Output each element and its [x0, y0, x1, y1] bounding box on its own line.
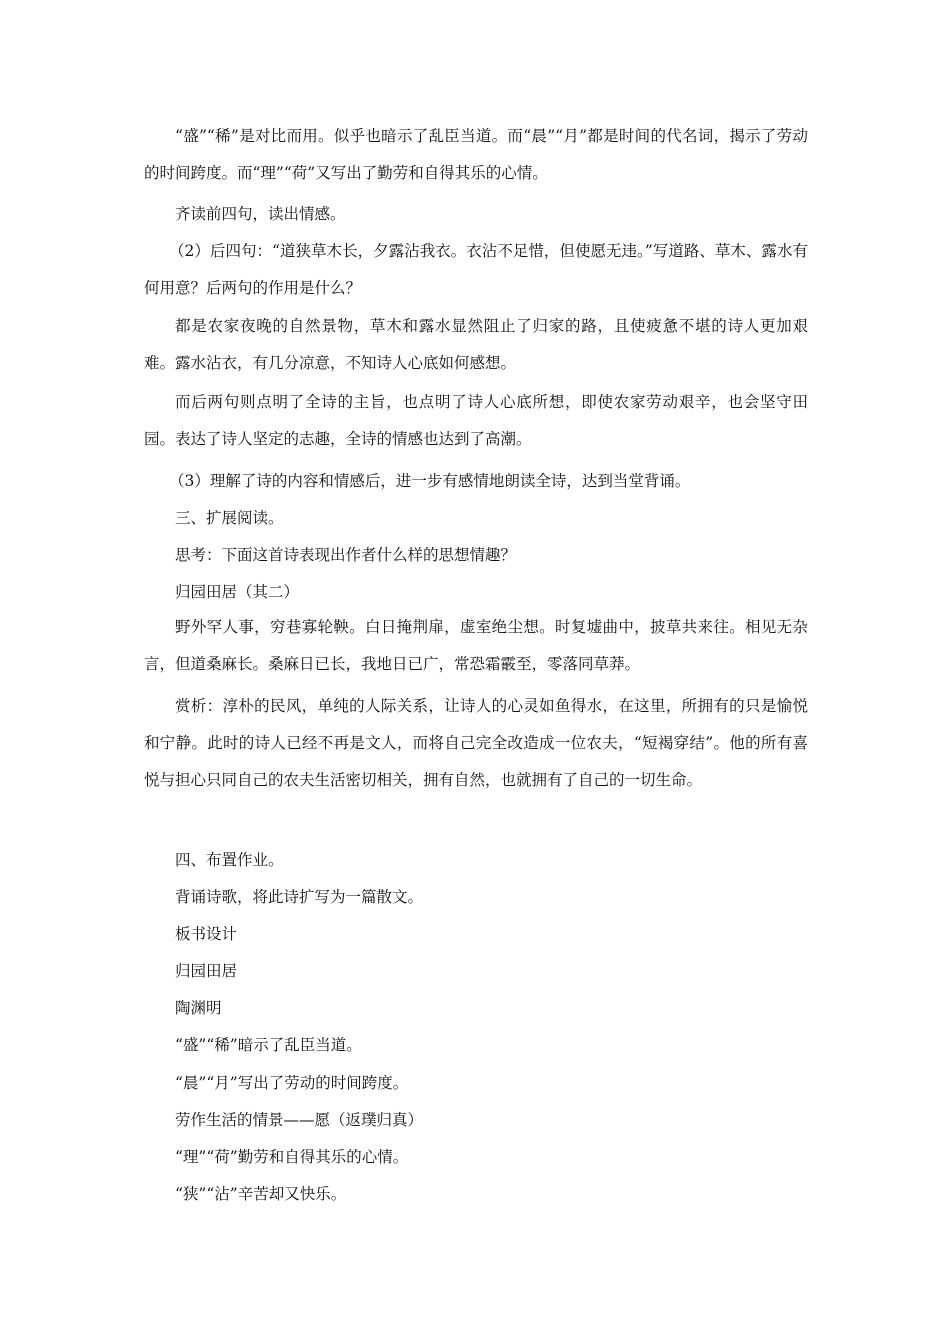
board-line-2: “晨”“月”写出了劳动的时间跨度。	[175, 1074, 409, 1092]
paragraph-contrast-analysis: “盛”“稀”是对比而用。似乎也暗示了乱臣当道。而“晨”“月”都是时间的代名词，揭示了劳动的时间跨度。而“理”“荷”又写出了勤劳和自得其乐的心情。	[144, 127, 808, 182]
paragraph-scenery-analysis: 都是农家夜晚的自然景物，草木和露水显然阻止了归家的路，且使疲惫不堪的诗人更加艰难。露水沾衣，有几分凉意，不知诗人心底如何感想。	[144, 317, 808, 372]
section-heading-homework: 四、布置作业。	[175, 851, 284, 869]
poem-text: 野外罕人事，穷巷寡轮鞅。白日掩荆扉，虚室绝尘想。时复墟曲中，披草共来往。相见无杂言，但道桑麻长。桑麻日已长，我地日已广，常恐霜霰至，零落同草莽。	[144, 618, 808, 673]
board-line-4: “理”“荷”勤劳和自得其乐的心情。	[175, 1148, 409, 1166]
board-line-1: “盛”“稀”暗示了乱臣当道。	[175, 1036, 362, 1054]
paragraph-question-latter-lines: （2）后四句：“道狭草木长，夕露沾我衣。衣沾不足惜，但使愿无违。”写道路、草木、露水有何用意？后两句的作用是什么？	[144, 242, 808, 297]
board-line-5: “狭”“沾”辛苦却又快乐。	[175, 1185, 347, 1203]
poem-title: 归园田居（其二）	[175, 583, 300, 601]
board-title: 归园田居	[175, 962, 238, 980]
paragraph-think-question: 思考：下面这首诗表现出作者什么样的思想情趣？	[175, 546, 517, 564]
board-line-3: 劳作生活的情景——愿（返璞归真）	[175, 1111, 424, 1129]
paragraph-appreciation: 赏析：淳朴的民风，单纯的人际关系，让诗人的心灵如鱼得水，在这里，所拥有的只是愉悦和宁静。此时的诗人已经不再是文人，而将自己完全改造成一位农夫，“短褐穿结”。他的所有喜悦与担心只同自己的农夫生活密切相关，拥有自然，也就拥有了自己的一切生命。	[144, 697, 808, 789]
paragraph-theme-analysis: 而后两句则点明了全诗的主旨，也点明了诗人心底所想，即使农家劳动艰辛，也会坚守田园。表达了诗人坚定的志趣，全诗的情感也达到了高潮。	[144, 393, 808, 448]
board-design-heading: 板书设计	[175, 925, 238, 943]
board-author: 陶渊明	[175, 999, 222, 1017]
paragraph-homework: 背诵诗歌，将此诗扩写为一篇散文。	[175, 888, 424, 906]
paragraph-read-aloud: 齐读前四句，读出情感。	[175, 205, 346, 223]
paragraph-recite: （3）理解了诗的内容和情感后，进一步有感情地朗读全诗，达到当堂背诵。	[169, 472, 691, 490]
section-heading-extended-reading: 三、扩展阅读。	[175, 509, 284, 527]
